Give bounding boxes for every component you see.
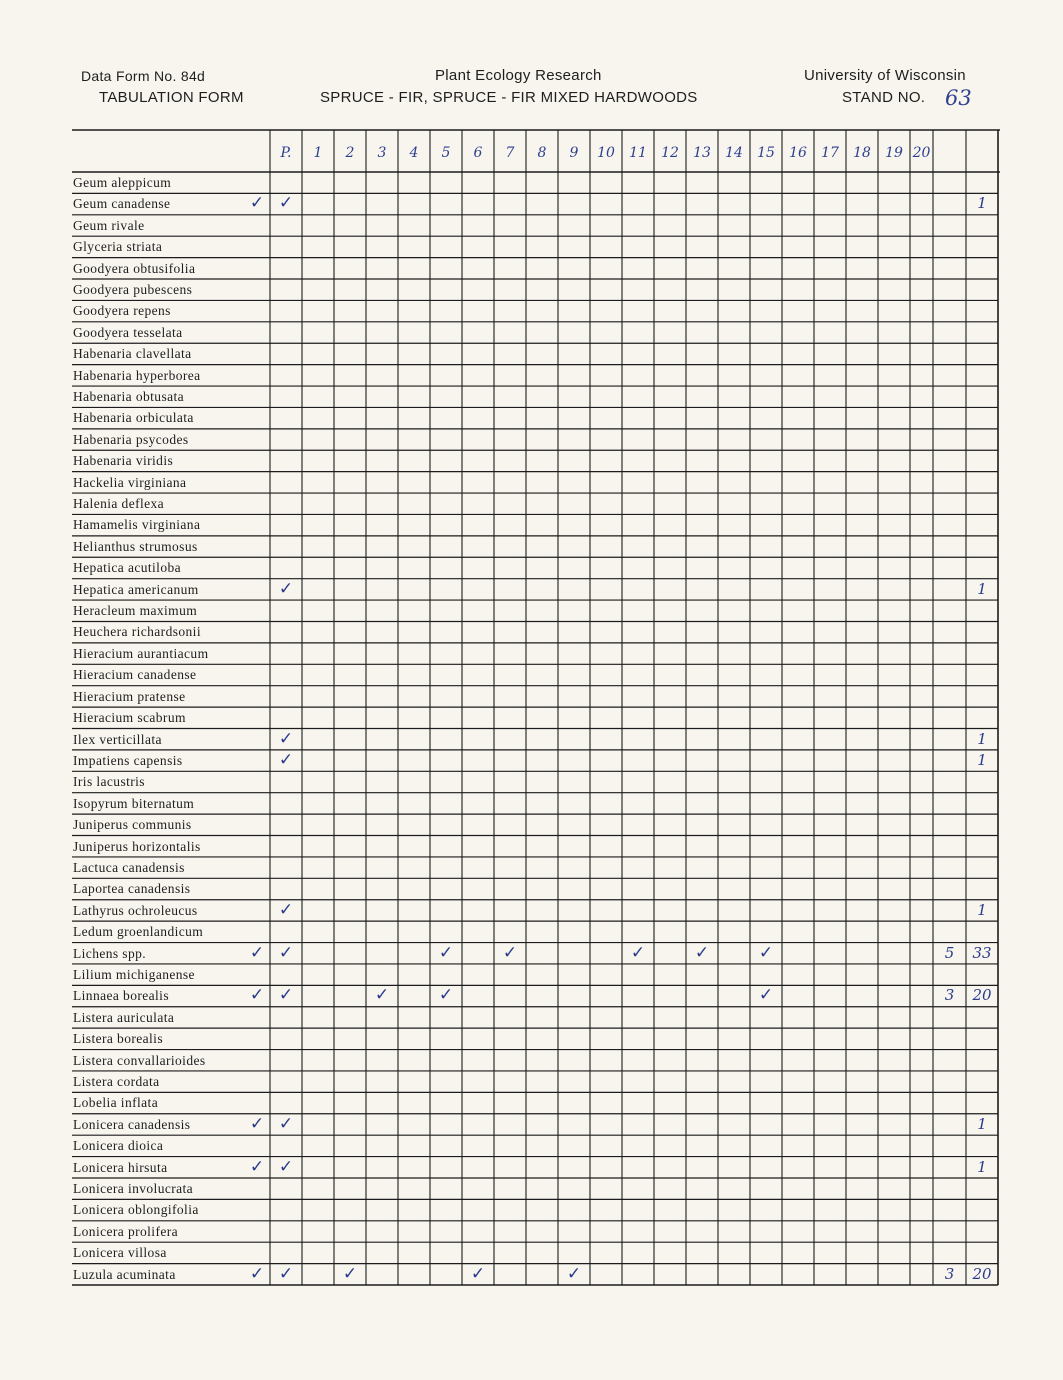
quadrat-count: 3 [944,986,955,1005]
species-name: Hieracium scabrum [73,710,186,726]
column-header: 3 [377,145,387,161]
species-name: Isopyrum biternatum [73,795,195,811]
species-name: Lonicera canadensis [73,1116,191,1132]
species-name: Hamamelis virginiana [73,517,201,533]
species-name: Juniperus communis [73,817,192,833]
check-mark: ✓ [278,749,294,770]
species-name: Geum canadense [73,196,171,212]
species-name: Geum aleppicum [73,175,172,190]
species-name: Goodyera repens [73,303,171,319]
check-mark: ✓ [758,942,774,963]
stand-number: 63 [945,86,972,110]
species-name: Iris lacustris [73,774,145,790]
species-name: Lichens spp. [73,945,147,961]
species-name: Lonicera prolifera [73,1223,179,1239]
species-name: Luzula acuminata [73,1266,176,1282]
column-header: 18 [853,145,871,161]
column-header: 19 [885,145,903,161]
species-name: Habenaria orbiculata [73,410,194,426]
species-name: Listera convallarioides [73,1052,206,1068]
species-name: Lathyrus ochroleucus [73,902,198,918]
form-number: Data Form No. 84d [81,68,206,84]
column-header: 8 [537,145,547,161]
form-name: TABULATION FORM [99,89,244,106]
species-name: Hieracium canadense [73,667,197,683]
check-mark: ✓ [502,942,518,963]
species-name: Hieracium pratense [73,688,186,704]
species-name: Laportea canadensis [73,881,191,897]
species-name: Lobelia inflata [73,1095,159,1111]
check-mark: ✓ [374,985,390,1006]
stand-label: STAND NO. [842,89,926,106]
column-header: 7 [505,145,515,161]
species-name: Geum rivale [73,217,145,233]
species-name: Lonicera oblongifolia [73,1202,199,1218]
species-name: Linnaea borealis [73,988,169,1004]
column-header: P. [280,145,292,161]
margin-check-mark: ✓ [249,193,265,214]
column-header: 20 [912,145,931,161]
university: University of Wisconsin [804,67,966,84]
species-name: Juniperus horizontalis [73,838,201,854]
species-name: Habenaria obtusata [73,389,185,405]
department: Plant Ecology Research [435,67,602,84]
check-mark: ✓ [278,899,294,920]
check-mark: ✓ [278,1156,294,1177]
column-header: 17 [821,145,839,161]
species-name: Goodyera pubescens [73,282,193,298]
check-mark: ✓ [278,942,294,963]
species-name: Habenaria psycodes [73,431,189,447]
frequency-value: 33 [972,943,992,962]
column-header: 5 [441,145,451,161]
check-mark: ✓ [278,985,294,1006]
species-name: Lonicera hirsuta [73,1159,168,1175]
column-header: 1 [313,145,323,161]
species-name: Goodyera obtusifolia [73,260,196,276]
species-name: Lonicera villosa [73,1245,167,1261]
column-header: 12 [661,145,679,161]
species-name: Halenia deflexa [73,496,165,512]
species-name: Goodyera tesselata [73,324,183,340]
check-mark: ✓ [758,985,774,1006]
frequency-value: 1 [977,1114,987,1133]
margin-check-mark: ✓ [249,985,265,1006]
check-mark: ✓ [694,942,710,963]
column-header: 9 [569,145,579,161]
column-header: 4 [409,145,419,161]
species-name: Helianthus strumosus [73,538,198,554]
margin-check-mark: ✓ [249,1263,265,1284]
species-name: Lonicera dioica [73,1138,164,1154]
column-header: 11 [629,145,647,161]
frequency-value: 20 [972,1264,992,1283]
column-header: 10 [597,145,615,161]
species-name: Ledum groenlandicum [73,924,204,940]
check-mark: ✓ [438,985,454,1006]
species-name: Impatiens capensis [73,752,183,768]
species-name: Listera auriculata [73,1009,175,1025]
column-header: 13 [693,145,711,161]
frequency-value: 1 [977,729,987,748]
frequency-value: 1 [977,750,987,769]
frequency-value: 1 [977,900,987,919]
species-name: Lonicera involucrata [73,1180,194,1196]
check-mark: ✓ [470,1263,486,1284]
frequency-value: 20 [972,986,992,1005]
species-name: Habenaria hyperborea [73,367,201,383]
column-header: 15 [757,145,775,161]
species-name: Habenaria clavellata [73,346,192,362]
margin-check-mark: ✓ [249,1156,265,1177]
species-name: Heuchera richardsonii [73,624,201,640]
quadrat-count: 3 [944,1264,955,1283]
species-name: Heracleum maximum [73,603,198,619]
check-mark: ✓ [278,1113,294,1134]
check-mark: ✓ [342,1263,358,1284]
species-name: Hieracium aurantiacum [73,645,209,661]
species-name: Hepatica acutiloba [73,560,182,576]
check-mark: ✓ [438,942,454,963]
species-name: Habenaria viridis [73,453,174,469]
species-name: Lactuca canadensis [73,859,185,875]
check-mark: ✓ [630,942,646,963]
form-title: SPRUCE - FIR, SPRUCE - FIR MIXED HARDWOODS [320,89,698,106]
species-name: Lilium michiganense [73,966,195,982]
column-header: 6 [473,145,483,161]
check-mark: ✓ [278,578,294,599]
column-header: 14 [725,145,743,161]
species-name: Ilex verticillata [73,731,162,747]
quadrat-count: 5 [944,943,955,962]
margin-check-mark: ✓ [249,942,265,963]
check-mark: ✓ [566,1263,582,1284]
column-header: 2 [345,145,355,161]
frequency-value: 1 [977,194,987,213]
margin-check-mark: ✓ [249,1113,265,1134]
check-mark: ✓ [278,1263,294,1284]
check-mark: ✓ [278,728,294,749]
species-name: Hepatica americanum [73,581,199,597]
species-name: Hackelia virginiana [73,474,187,490]
species-name: Listera borealis [73,1031,163,1047]
species-name: Listera cordata [73,1073,160,1089]
species-name: Glyceria striata [73,239,163,255]
frequency-value: 1 [977,579,987,598]
frequency-value: 1 [977,1157,987,1176]
column-header: 16 [789,145,807,161]
check-mark: ✓ [278,193,294,214]
